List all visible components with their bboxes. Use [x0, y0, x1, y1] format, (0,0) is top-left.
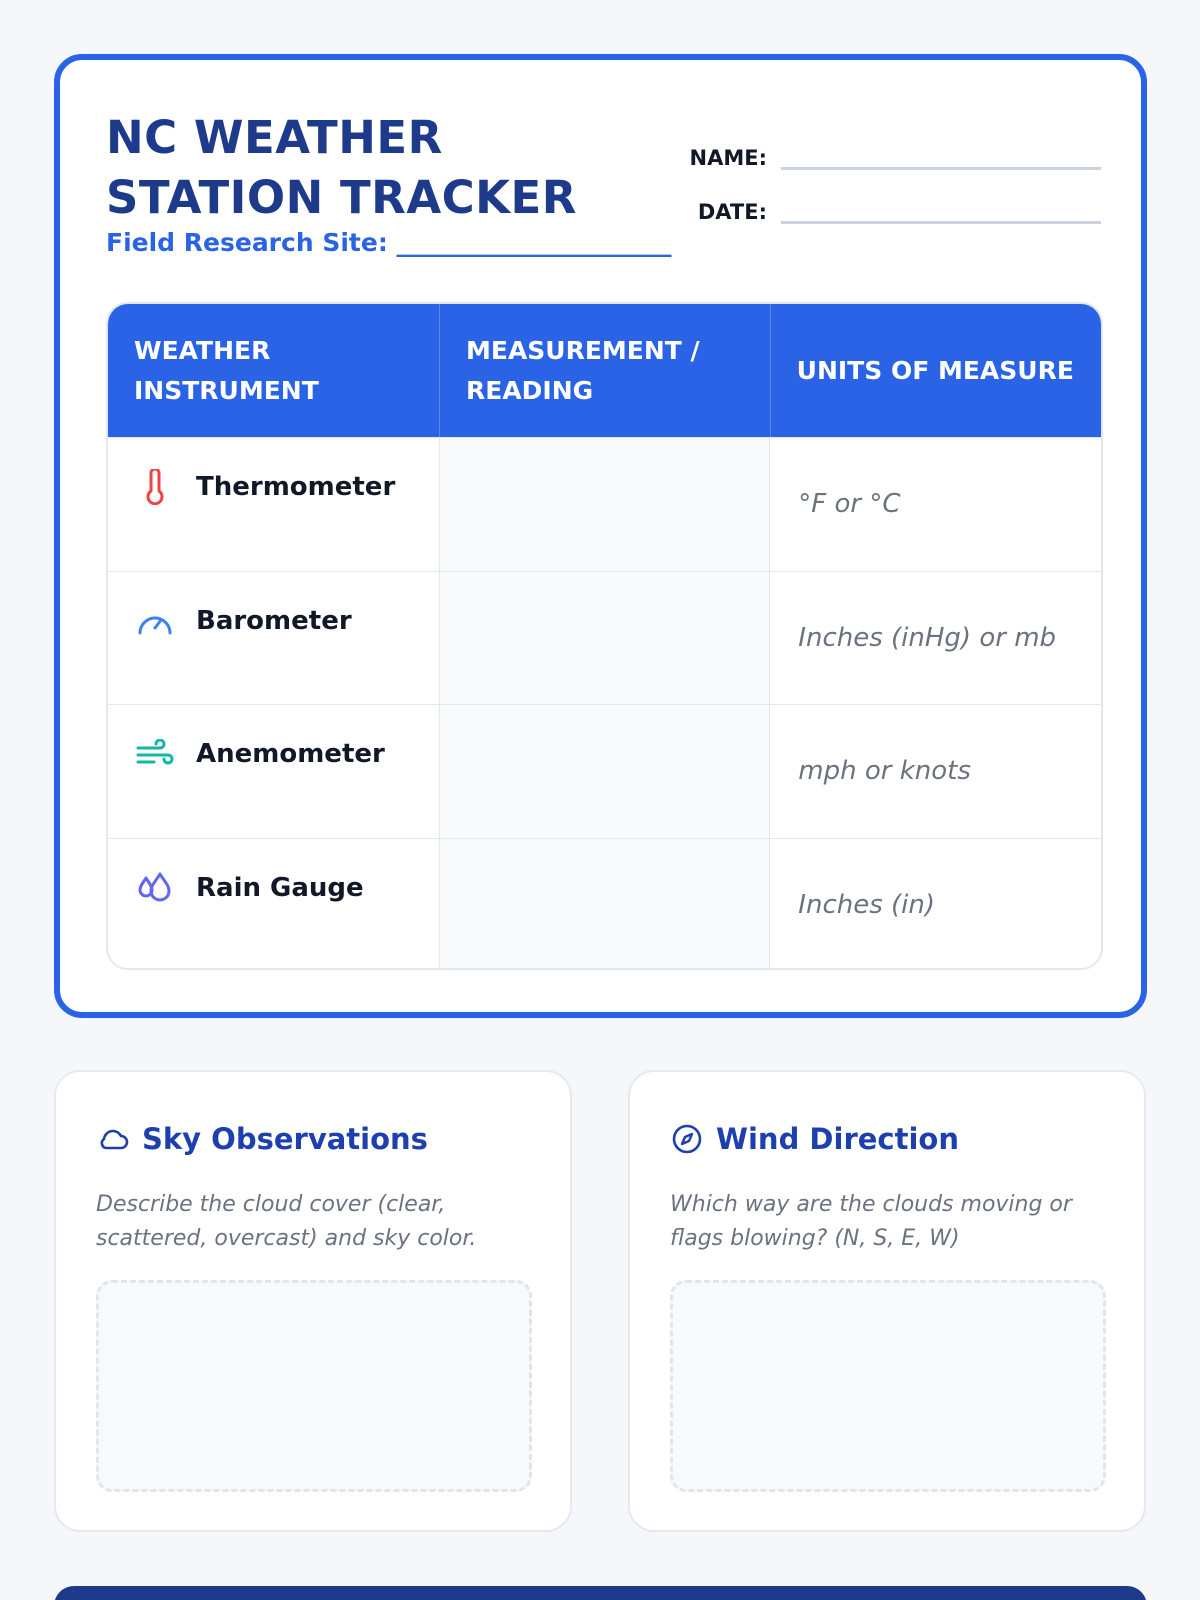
footer-bar: [54, 1586, 1147, 1600]
gauge-icon: [136, 602, 174, 640]
tracker-card: [54, 54, 1147, 1018]
page-title: [106, 108, 577, 228]
units-cell: Inches (inHg) or mb: [798, 622, 1057, 653]
units-cell: Inches (in): [798, 889, 936, 920]
name-field: [667, 144, 1101, 170]
cloud-icon: [96, 1122, 130, 1156]
reading-input[interactable]: [440, 572, 771, 705]
table-row: [108, 704, 1101, 838]
units-cell: °F or °C: [798, 489, 901, 520]
date-input-line[interactable]: [781, 198, 1101, 224]
wind-icon: [136, 735, 174, 773]
date-field: [667, 198, 1101, 224]
wind-direction-description: Which way are the clouds moving or flags blowing? (N, S, E, W): [670, 1192, 1072, 1251]
title-line-1: NC WEATHER: [106, 111, 443, 164]
sky-observations-input[interactable]: [96, 1280, 532, 1492]
wind-direction-input[interactable]: [670, 1280, 1106, 1492]
table-row: [108, 571, 1101, 705]
table-row: [108, 838, 1101, 971]
wind-direction-heading: [670, 1122, 959, 1156]
name-label: NAME:: [689, 146, 767, 170]
date-label: DATE:: [697, 200, 767, 224]
instrument-cell: [108, 839, 440, 971]
reading-input[interactable]: [440, 438, 771, 571]
instrument-name: Thermometer: [196, 472, 396, 502]
wind-direction-title: Wind Direction: [716, 1122, 959, 1156]
table-row: [108, 437, 1101, 571]
instrument-cell: [108, 572, 440, 705]
wind-direction-card: [628, 1070, 1146, 1532]
sky-observations-card: [54, 1070, 572, 1532]
reading-input[interactable]: [440, 705, 771, 838]
instrument-name: Anemometer: [196, 739, 385, 769]
instrument-name: Barometer: [196, 605, 352, 636]
header-units: UNITS OF MEASURE: [796, 355, 1074, 385]
sky-observations-heading: [96, 1122, 428, 1156]
units-cell: mph or knots: [798, 756, 971, 787]
instrument-cell: [108, 438, 440, 571]
header-instrument: WEATHER INSTRUMENT: [108, 304, 440, 437]
header-measurement: MEASUREMENT / READING: [440, 304, 771, 437]
instrument-name: Rain Gauge: [196, 872, 364, 903]
instrument-cell: [108, 705, 440, 838]
table-header: [108, 304, 1101, 437]
sky-observations-description: Describe the cloud cover (clear, scattered, overcast) and sky color.: [96, 1192, 477, 1251]
thermometer-icon: [136, 468, 174, 506]
sky-observations-title: Sky Observations: [142, 1122, 428, 1156]
reading-input[interactable]: [440, 839, 771, 971]
instrument-table: [106, 302, 1103, 970]
droplets-icon: [136, 869, 174, 907]
name-input-line[interactable]: [781, 144, 1101, 170]
title-line-2: STATION TRACKER: [106, 171, 577, 224]
field-site-label: Field Research Site: ______________________: [106, 228, 672, 257]
compass-icon: [670, 1122, 704, 1156]
